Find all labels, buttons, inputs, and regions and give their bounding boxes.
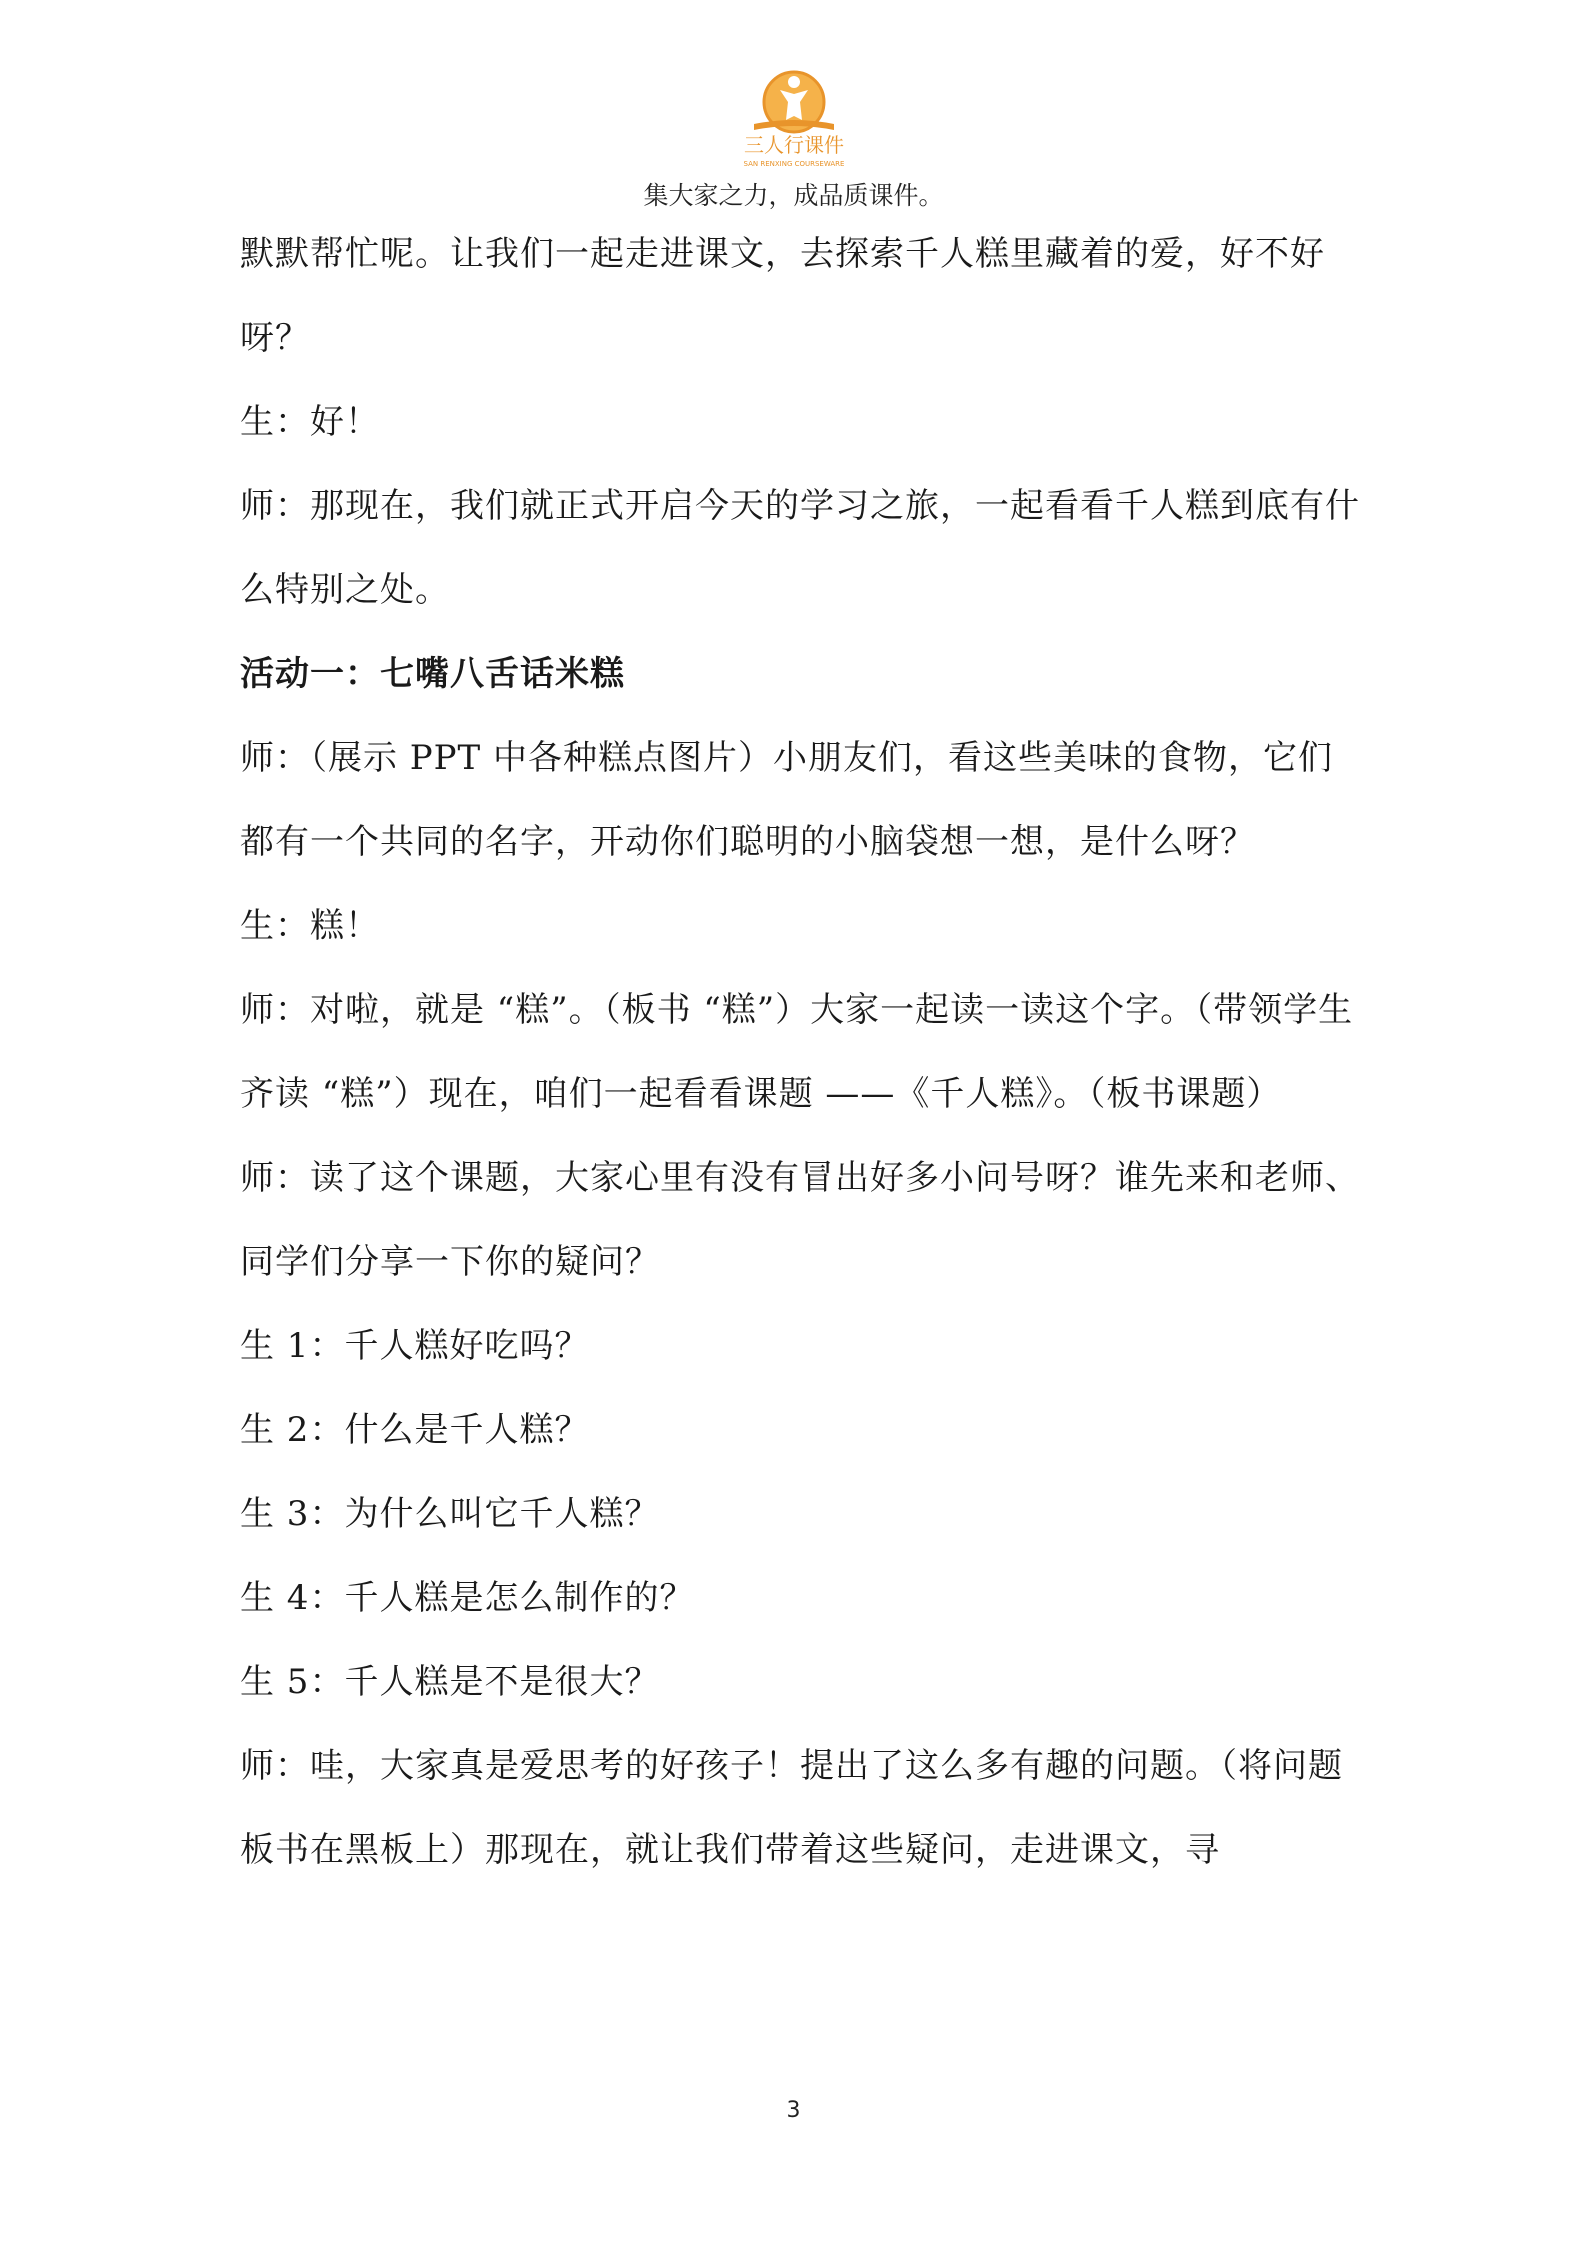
paragraph: 生 4：千人糕是怎么制作的？ <box>240 1578 695 1618</box>
logo-subtext: SAN RENXING COURSEWARE <box>743 160 844 168</box>
paragraph: 师：对啦，就是 “糕”。（板书 “糕”）大家一起读一读这个字。（带领学生齐读 “糕”）现在，咱们一起看看课题 ——《千人糕》。（板书课题） <box>240 990 1354 1114</box>
paragraph: 生 1：千人糕好吃吗？ <box>240 1326 590 1366</box>
paragraph: 生：好！ <box>240 402 380 442</box>
section-heading: 活动一：七嘴八舌话米糕 <box>240 654 625 694</box>
header-slogan: 集大家之力，成品质课件。 <box>643 181 944 210</box>
paragraph: 师：哇，大家真是爱思考的好孩子！提出了这么多有趣的问题。（将问题板书在黑板上）那现在，就让我们带着这些疑问，走进课文，寻 <box>240 1746 1343 1870</box>
document-body <box>240 212 1360 1892</box>
paragraph: 师：（展示 PPT 中各种糕点图片）小朋友们，看这些美味的食物，它们都有一个共同的名字，开动你们聪明的小脑袋想一想，是什么呀？ <box>240 738 1334 862</box>
paragraph: 生：糕！ <box>240 906 380 946</box>
logo-text: 三人行课件 <box>743 133 844 157</box>
paragraph: 默默帮忙呢。让我们一起走进课文，去探索千人糕里藏着的爱，好不好呀？ <box>240 234 1325 358</box>
paragraph: 生 2：什么是千人糕？ <box>240 1410 590 1450</box>
paragraph: 师：那现在，我们就正式开启今天的学习之旅，一起看看千人糕到底有什么特别之处。 <box>240 486 1360 610</box>
paragraph: 生 5：千人糕是不是很大？ <box>240 1662 660 1702</box>
page-number: 3 <box>786 2098 801 2123</box>
people-sunrise-logo-icon <box>724 60 864 170</box>
paragraph: 生 3：为什么叫它千人糕？ <box>240 1494 660 1534</box>
paragraph: 师：读了这个课题，大家心里有没有冒出好多小问号呀？谁先来和老师、同学们分享一下你的疑问？ <box>240 1158 1360 1282</box>
page-header <box>0 60 1587 212</box>
